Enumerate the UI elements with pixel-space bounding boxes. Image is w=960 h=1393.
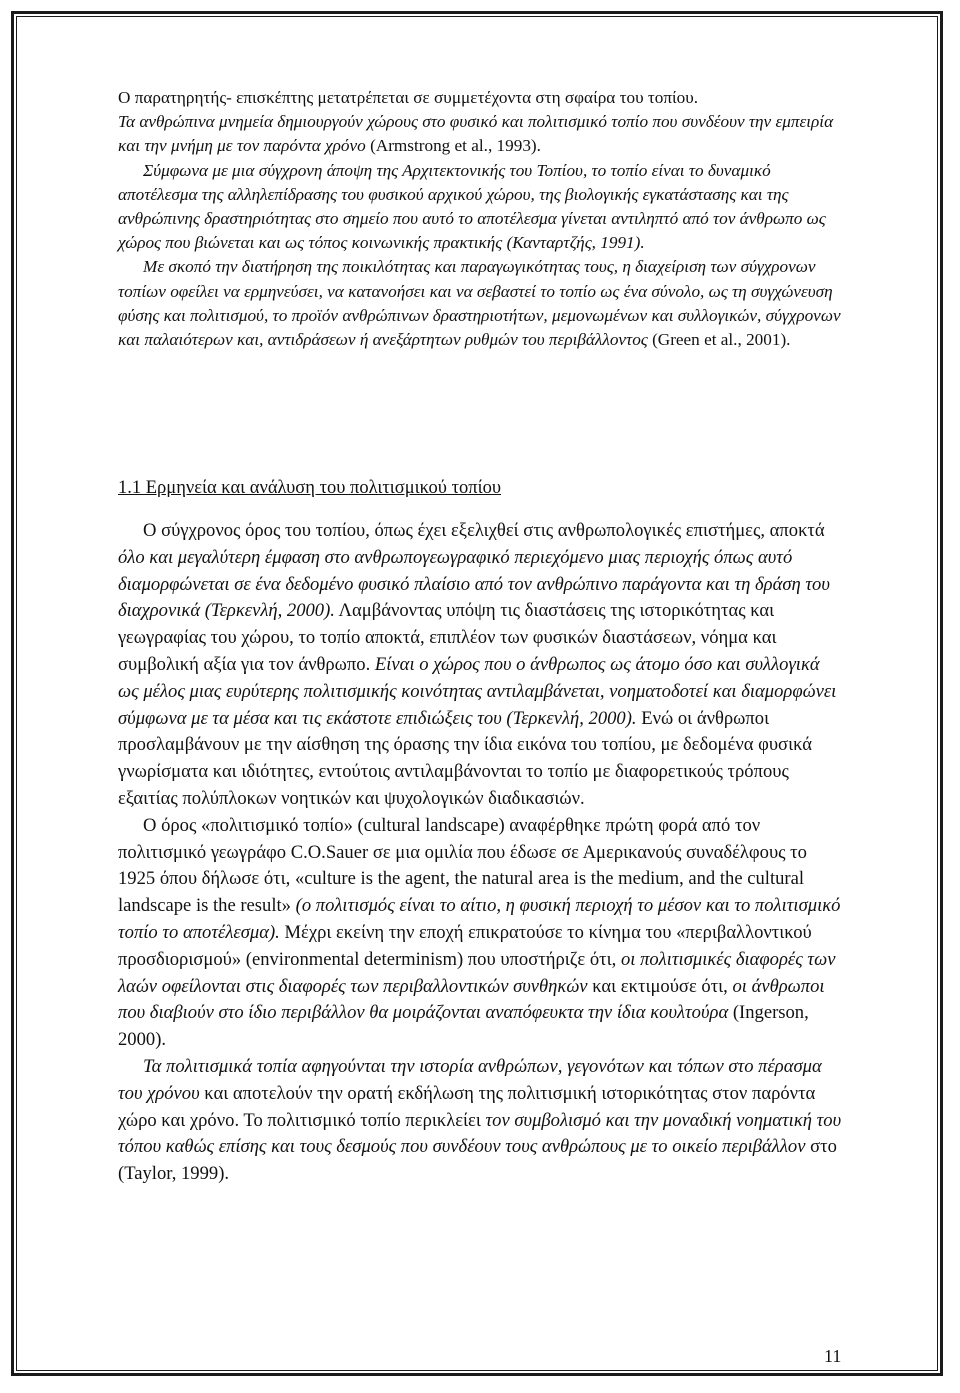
intro-paragraph-2: Σύμφωνα με μια σύγχρονη άποψη της Αρχιτεκτονικής του Τοπίου, το τοπίο είναι το δυναμικό αποτέλεσμα της αλληλεπίδρασης του φυσικού αρχικού χώρου, της βιολογικής εγκατάστασης και της ανθρώπινης δραστηριότητας στο σημείο που αυτό το αποτέλεσμα γίνεται αντιληπτό από τον άνθρωπο ως χώρος που βιώνεται και ως τόπος κοινωνικής πρακτικής (Κανταρτζής, 1991). — [118, 160, 826, 253]
intro-paragraph-3: Με σκοπό την διατήρηση της ποικιλότητας και παραγωγικότητας τους, η διαχείριση των σύγχρονων τοπίων οφείλει να ερμηνεύσει, να κατανοήσει και να σεβαστεί το τοπίο ως ένα σύνολο, ως τη συγχώνευση φύσης και πολιτισμού, το προϊόν ανθρώπινων δραστηριοτήτων, μεμονωμένων και συλλογικών, σύγχρονων και παλαιότερων και, αντιδράσεων ή ανεξάρτητων ρυθμών του περιβάλλοντος (Green et al., 2001). — [118, 257, 841, 350]
section-heading: 1.1 Ερμηνεία και ανάλυση του πολιτισμικού τοπίου — [118, 478, 501, 498]
page-number: 11 — [824, 1346, 842, 1366]
body-text — [118, 518, 842, 1188]
body-paragraph-1: Ο σύγχρονος όρος του τοπίου, όπως έχει εξελιχθεί στις ανθρωπολογικές επιστήμες, αποκτά όλο και μεγαλύτερη έμφαση στο ανθρωπογεωγραφικό περιεχόμενο μιας περιοχής όπως αυτό διαμορφώνεται σε ένα δεδομένο φυσικό πλαίσιο από τον ανθρώπινο παράγοντα και τη δράση του διαχρονικά (Τερκενλή, 2000). Λαμβάνοντας υπόψη τις διαστάσεις της ιστορικότητας και γεωγραφίας του χώρου, το τοπίο αποκτά, επιπλέον των φυσικών διαστάσεων, νόημα και συμβολική αξία για τον άνθρωπο. Είναι ο χώρος που ο άνθρωπος ως άτομο όσο και συλλογικά ως μέλος μιας ευρύτερης πολιτισμικής κοινότητας αντιλαμβάνεται, νοηματοδοτεί και διαμορφώνει σύμφωνα με τα μέσα και τις εκάστοτε επιδιώξεις του (Τερκενλή, 2000). Ενώ οι άνθρωποι προσλαμβάνουν με την αίσθηση της όρασης την ίδια εικόνα του τοπίου, με δεδομένα φυσικά γνωρίσματα και ιδιότητες, εντούτοις αντιλαμβάνονται το τοπίο με διαφορετικούς τρόπους εξαιτίας πολύπλοκων νοητικών και ψυχολογικών διαδικασιών. — [118, 520, 837, 809]
body-paragraph-3: Τα πολιτισμικά τοπία αφηγούνται την ιστορία ανθρώπων, γεγονότων και τόπων στο πέρασμα του χρόνου και αποτελούν την ορατή εκδήλωση της πολιτισμική ιστορικότητας στον παρόντα χώρο και χρόνο. Το πολιτισμικό τοπίο περικλείει τον συμβολισμό και την μοναδική νοηματική του τόπου καθώς επίσης και τους δεσμούς που συνδέουν τους ανθρώπους με το οικείο περιβάλλον στο (Taylor, 1999). — [118, 1055, 842, 1185]
intro-line-2: Τα ανθρώπινα μνημεία δημιουργούν χώρους στο φυσικό και πολιτισμικό τοπίο που συνδέουν την εμπειρία και την μνήμη με τον παρόντα χρόνο (Armstrong et al., 1993). — [118, 112, 834, 156]
intro-line-1: Ο παρατηρητής- επισκέπτης μετατρέπεται σε συμμετέχοντα στη σφαίρα του τοπίου. — [118, 88, 699, 107]
intro-block — [118, 86, 842, 352]
body-paragraph-2: Ο όρος «πολιτισμικό τοπίο» (cultural landscape) αναφέρθηκε πρώτη φορά από τον πολιτισμικό γεωγράφο C.O.Sauer σε μια ομιλία που έδωσε σε Αμερικανούς συναδέλφους το 1925 όπου δήλωσε ότι, «culture is the agent, the natural area is the medium, and the cultural landscape is the result» (ο πολιτισμός είναι το αίτιο, η φυσική περιοχή το μέσον και το πολιτισμικό τοπίο το αποτέλεσμα). Μέχρι εκείνη την εποχή επικρατούσε το κίνημα του «περιβαλλοντικού προσδιορισμού» (environmental determinism) που υποστήριζε ότι, οι πολιτισμικές διαφορές των λαών οφείλονται στις διαφορές των περιβαλλοντικών συνθηκών και εκτιμούσε ότι, οι άνθρωποι που διαβιούν στο ίδιο περιβάλλον θα μοιράζονται αναπόφευκτα την ίδια κουλτούρα (Ingerson, 2000). — [118, 814, 841, 1051]
